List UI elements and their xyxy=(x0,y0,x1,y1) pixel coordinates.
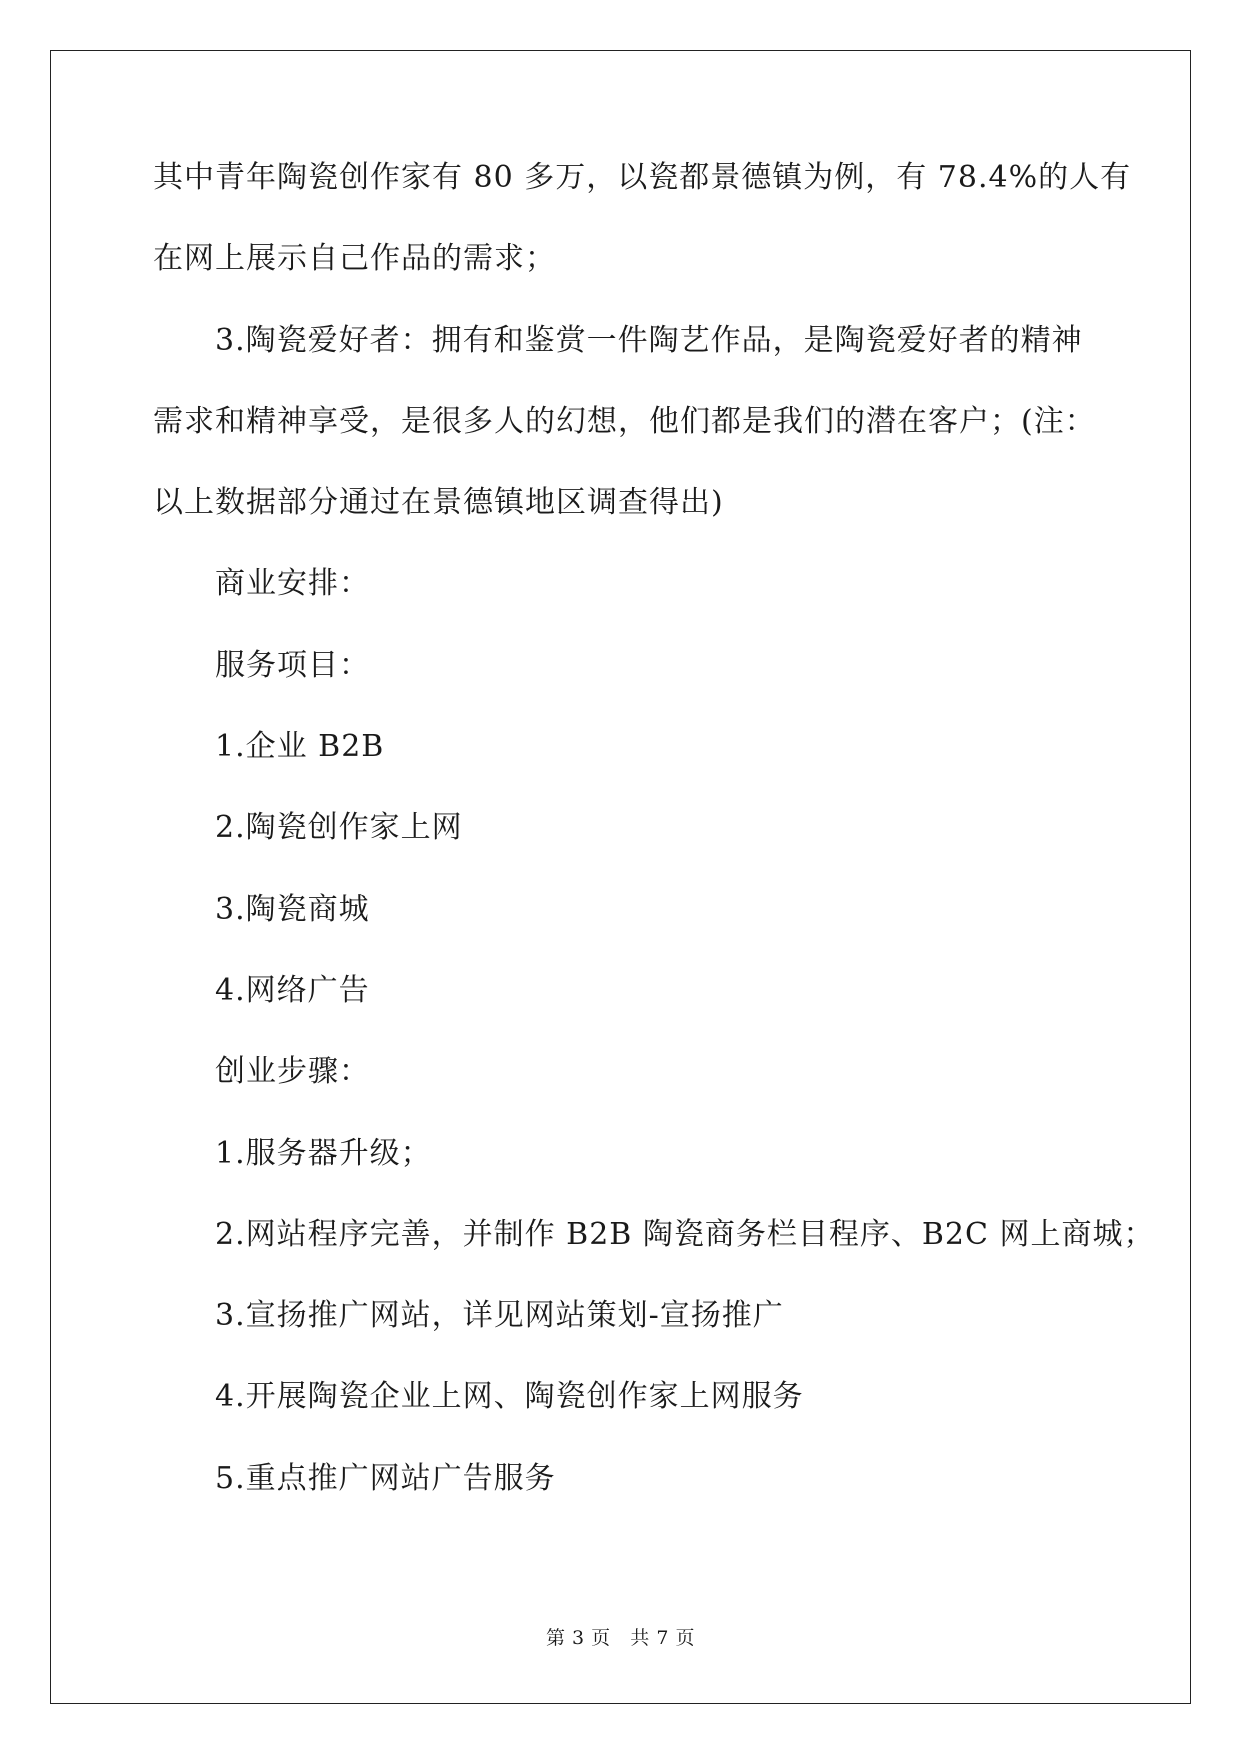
section-heading-business: 商业安排： xyxy=(215,566,370,602)
section-heading-steps: 创业步骤： xyxy=(215,1054,370,1090)
list-item: 5.重点推广网站广告服务 xyxy=(215,1460,556,1496)
document-body xyxy=(153,160,1155,1545)
list-item: 2.网站程序完善，并制作 B2B 陶瓷商务栏目程序、B2C 网上商城； xyxy=(215,1216,1155,1252)
text-line-5: 以上数据部分通过在景德镇地区调查得出) xyxy=(153,485,724,521)
list-item: 1.服务器升级； xyxy=(215,1135,432,1171)
list-item: 2.陶瓷创作家上网 xyxy=(215,810,463,846)
page-footer xyxy=(0,1628,1241,1648)
text-line-2: 在网上展示自己作品的需求； xyxy=(153,241,556,277)
page-number-label: 第 3 页 共 7 页 xyxy=(546,1627,695,1649)
list-item: 3.陶瓷商城 xyxy=(215,891,370,927)
text-line-1: 其中青年陶瓷创作家有 80 多万，以瓷都景德镇为例，有 78.4%的人有 xyxy=(153,160,1132,195)
section-heading-services: 服务项目： xyxy=(215,647,370,683)
text-line-3: 3.陶瓷爱好者：拥有和鉴赏一件陶艺作品，是陶瓷爱好者的精神 xyxy=(215,322,1083,358)
text-line-4: 需求和精神享受，是很多人的幻想，他们都是我们的潜在客户；(注： xyxy=(153,403,1096,439)
list-item: 1.企业 B2B xyxy=(215,729,385,765)
list-item: 4.网络广告 xyxy=(215,972,370,1008)
list-item: 3.宣扬推广网站，详见网站策划-宣扬推广 xyxy=(215,1298,784,1334)
list-item: 4.开展陶瓷企业上网、陶瓷创作家上网服务 xyxy=(215,1379,804,1415)
